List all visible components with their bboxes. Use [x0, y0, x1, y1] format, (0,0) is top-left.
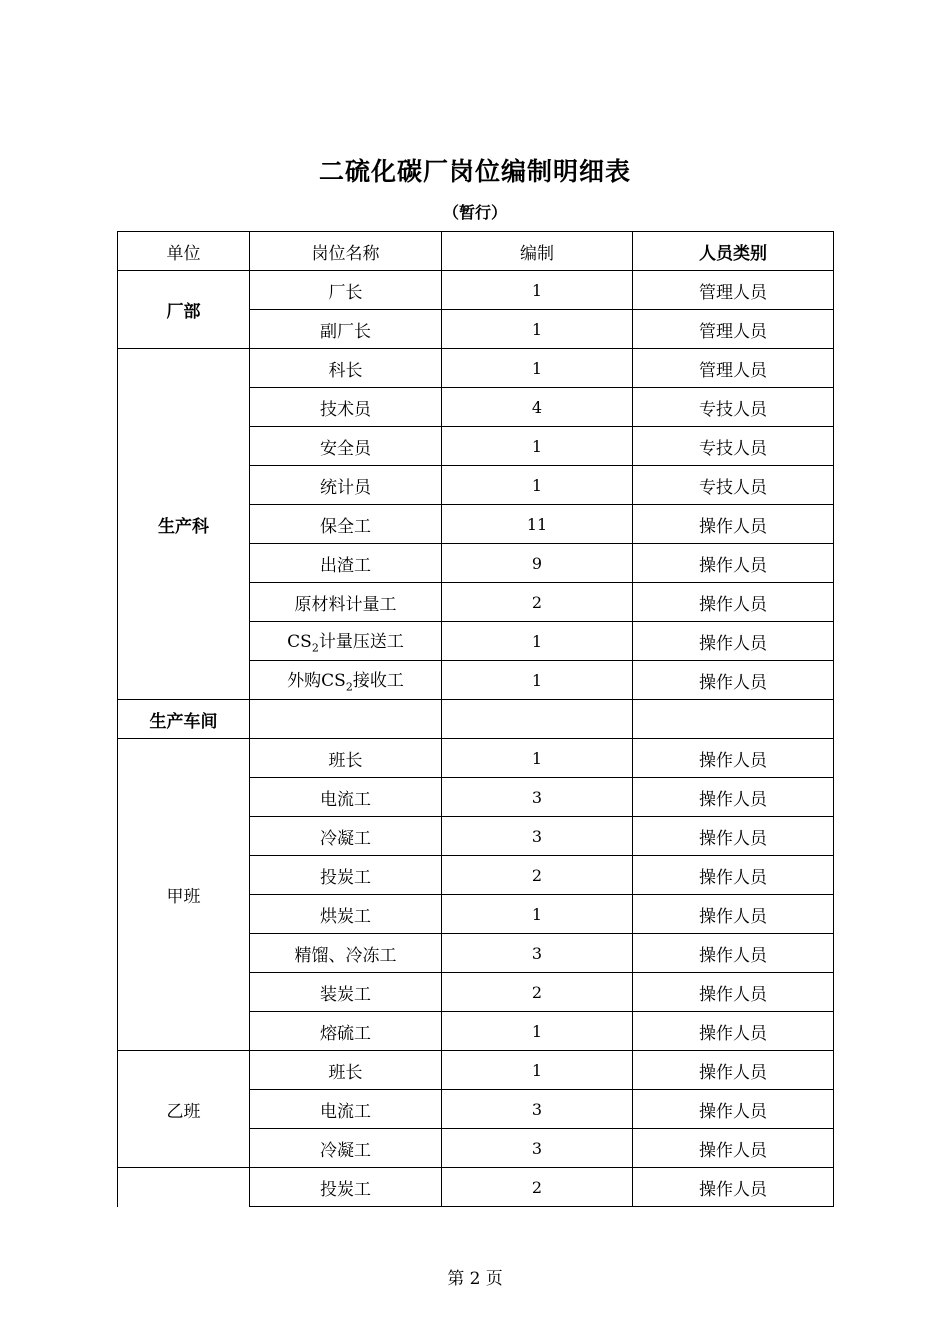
- quota-cell: 1: [442, 1051, 633, 1090]
- table-row: [118, 271, 834, 310]
- position-cell: 副厂长: [250, 310, 442, 349]
- position-text: 外购CS: [287, 671, 346, 692]
- table-row: [118, 349, 834, 388]
- quota-cell: 1: [442, 427, 633, 466]
- page-number: 第 2 页: [447, 1269, 503, 1289]
- quota-cell: 9: [442, 544, 633, 583]
- header-position: 岗位名称: [250, 232, 442, 271]
- position-cell: 投炭工: [250, 856, 442, 895]
- quota-cell: 1: [442, 1012, 633, 1051]
- position-cell: 装炭工: [250, 973, 442, 1012]
- position-cell: 烘炭工: [250, 895, 442, 934]
- position-cell: 技术员: [250, 388, 442, 427]
- position-cell: 熔硫工: [250, 1012, 442, 1051]
- category-cell: 操作人员: [633, 856, 834, 895]
- header-category: 人员类别: [633, 232, 834, 271]
- subscript: 2: [345, 680, 353, 694]
- category-cell: 操作人员: [633, 973, 834, 1012]
- quota-cell: 3: [442, 817, 633, 856]
- unit-cell-production-dept: 生产科: [118, 349, 250, 700]
- category-cell: [633, 700, 834, 739]
- category-cell: 操作人员: [633, 544, 834, 583]
- quota-cell: 1: [442, 622, 633, 661]
- category-cell: 操作人员: [633, 661, 834, 700]
- quota-cell: 1: [442, 661, 633, 700]
- category-cell: 管理人员: [633, 349, 834, 388]
- quota-cell: 2: [442, 973, 633, 1012]
- quota-cell: 2: [442, 1168, 633, 1207]
- unit-cell-shift-a: 甲班: [118, 739, 250, 1051]
- quota-cell: 3: [442, 1129, 633, 1168]
- position-cell: 班长: [250, 1051, 442, 1090]
- table-row: [118, 739, 834, 778]
- quota-cell: 1: [442, 349, 633, 388]
- position-cell: 电流工: [250, 778, 442, 817]
- quota-cell: [442, 700, 633, 739]
- category-cell: 操作人员: [633, 778, 834, 817]
- position-cell: 原材料计量工: [250, 583, 442, 622]
- category-cell: 专技人员: [633, 427, 834, 466]
- quota-cell: 3: [442, 778, 633, 817]
- quota-cell: 11: [442, 505, 633, 544]
- quota-cell: 1: [442, 271, 633, 310]
- quota-cell: 1: [442, 466, 633, 505]
- category-cell: 操作人员: [633, 622, 834, 661]
- category-cell: 操作人员: [633, 1012, 834, 1051]
- position-cell: 精馏、冷冻工: [250, 934, 442, 973]
- category-cell: 操作人员: [633, 505, 834, 544]
- position-cell: 厂长: [250, 271, 442, 310]
- header-quota: 编制: [442, 232, 633, 271]
- category-cell: 操作人员: [633, 895, 834, 934]
- position-cell: 电流工: [250, 1090, 442, 1129]
- position-cell: 班长: [250, 739, 442, 778]
- category-cell: 管理人员: [633, 310, 834, 349]
- table-row: [118, 1168, 834, 1207]
- table-row: [118, 1051, 834, 1090]
- position-cell: 投炭工: [250, 1168, 442, 1207]
- category-cell: 操作人员: [633, 817, 834, 856]
- position-text: CS: [287, 632, 312, 653]
- category-cell: 管理人员: [633, 271, 834, 310]
- quota-cell: 2: [442, 856, 633, 895]
- category-cell: 专技人员: [633, 466, 834, 505]
- position-cell: [250, 700, 442, 739]
- category-cell: 操作人员: [633, 1129, 834, 1168]
- document-title: 二硫化碳厂岗位编制明细表: [318, 157, 631, 186]
- header-row: [118, 232, 834, 271]
- unit-cell-continued: [118, 1168, 250, 1207]
- category-cell: 操作人员: [633, 739, 834, 778]
- quota-cell: 1: [442, 895, 633, 934]
- position-cell: 冷凝工: [250, 817, 442, 856]
- unit-cell-shift-b: 乙班: [118, 1051, 250, 1168]
- position-cell: [250, 661, 442, 700]
- position-cell: 保全工: [250, 505, 442, 544]
- subscript: 2: [311, 641, 319, 655]
- category-cell: 操作人员: [633, 583, 834, 622]
- position-cell: 统计员: [250, 466, 442, 505]
- position-cell: 冷凝工: [250, 1129, 442, 1168]
- header-unit: 单位: [118, 232, 250, 271]
- category-cell: 操作人员: [633, 1168, 834, 1207]
- position-cell: 出渣工: [250, 544, 442, 583]
- quota-cell: 3: [442, 934, 633, 973]
- category-cell: 操作人员: [633, 934, 834, 973]
- quota-cell: 2: [442, 583, 633, 622]
- staffing-table: [117, 231, 834, 1207]
- category-cell: 操作人员: [633, 1090, 834, 1129]
- position-text: 接收工: [352, 671, 404, 692]
- quota-cell: 1: [442, 310, 633, 349]
- position-cell: 科长: [250, 349, 442, 388]
- position-text: 计量压送工: [318, 632, 404, 653]
- unit-cell-factory: 厂部: [118, 271, 250, 349]
- unit-cell-workshop: 生产车间: [118, 700, 250, 739]
- quota-cell: 1: [442, 739, 633, 778]
- position-cell: [250, 622, 442, 661]
- document-subtitle: （暂行）: [442, 203, 507, 222]
- category-cell: 操作人员: [633, 1051, 834, 1090]
- position-cell: 安全员: [250, 427, 442, 466]
- quota-cell: 3: [442, 1090, 633, 1129]
- category-cell: 专技人员: [633, 388, 834, 427]
- table-row: [118, 700, 834, 739]
- quota-cell: 4: [442, 388, 633, 427]
